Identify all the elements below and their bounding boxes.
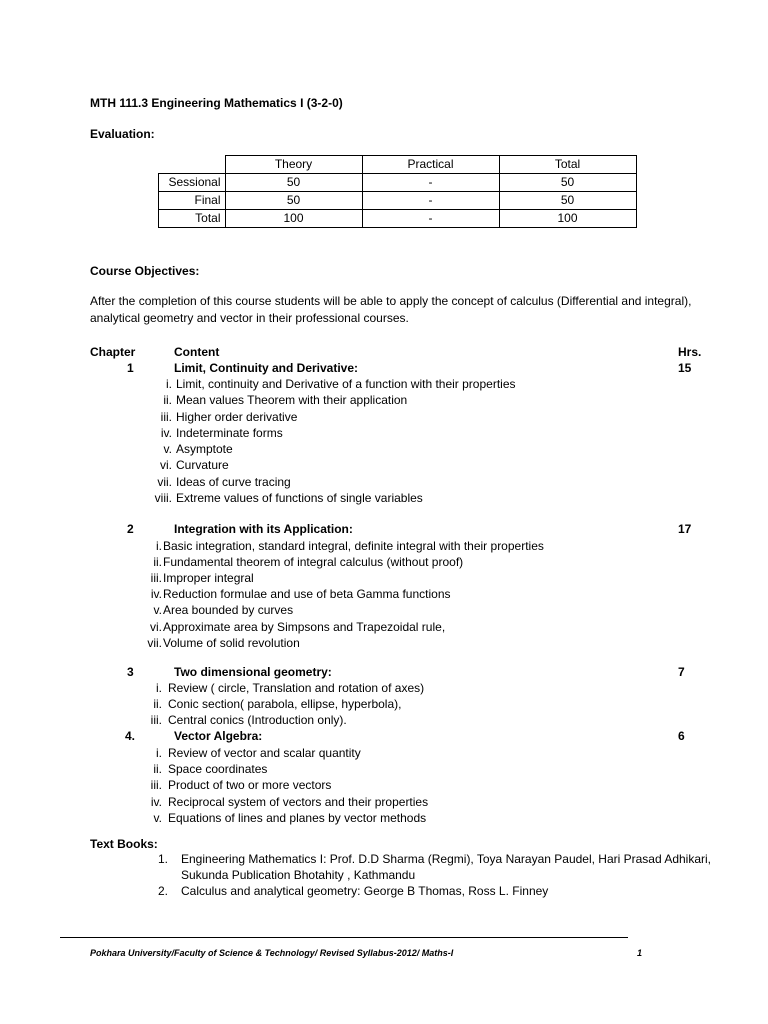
syllabus-header-hours: Hrs. [678, 345, 702, 359]
column-header: Theory [225, 156, 362, 174]
table-cell: 100 [225, 210, 362, 228]
page-number: 1 [637, 948, 643, 958]
table-row [159, 192, 637, 210]
table-row [159, 210, 637, 228]
table-cell: 50 [499, 174, 636, 192]
chapter-hours: 17 [678, 522, 692, 536]
table-cell: - [362, 192, 499, 210]
table-cell: - [362, 174, 499, 192]
objectives-heading: Course Objectives: [90, 264, 200, 278]
table-row [159, 174, 637, 192]
column-header: Practical [362, 156, 499, 174]
objectives-paragraph: After the completion of this course students will be able to apply the concept of calculus (Differential and integral), analytical geometry and vector in their professional courses. [90, 294, 692, 325]
chapter-title: Vector Algebra: [174, 729, 263, 743]
chapter-number: 3 [127, 665, 134, 679]
table-cell: 100 [499, 210, 636, 228]
table-cell: 50 [225, 192, 362, 210]
chapter-hours: 7 [678, 665, 685, 679]
syllabus-header-content: Content [174, 345, 220, 359]
table-cell: - [362, 210, 499, 228]
column-header: Total [499, 156, 636, 174]
evaluation-table [158, 155, 637, 228]
row-label: Sessional [159, 174, 226, 192]
evaluation-heading: Evaluation: [90, 127, 155, 141]
row-label: Total [159, 210, 226, 228]
table-cell: 50 [225, 174, 362, 192]
chapter-title: Limit, Continuity and Derivative: [174, 361, 359, 375]
chapter-hours: 15 [678, 361, 692, 375]
chapter-hours: 6 [678, 729, 685, 743]
chapter-title: Integration with its Application: [174, 522, 353, 536]
row-label: Final [159, 192, 226, 210]
footer-rule [60, 937, 628, 938]
course-title: MTH 111.3 Engineering Mathematics I (3-2-0) [90, 96, 343, 110]
text-books-heading: Text Books: [90, 837, 158, 851]
chapter-number: 4. [125, 729, 136, 743]
chapter-title: Two dimensional geometry: [174, 665, 332, 679]
syllabus-header-chapter: Chapter [90, 345, 136, 359]
chapter-number: 2 [127, 522, 134, 536]
chapter-number: 1 [127, 361, 134, 375]
table-cell: 50 [499, 192, 636, 210]
footer-text: Pokhara University/Faculty of Science & Technology/ Revised Syllabus-2012/ Maths-I [90, 948, 454, 958]
table-header-row [159, 156, 637, 174]
